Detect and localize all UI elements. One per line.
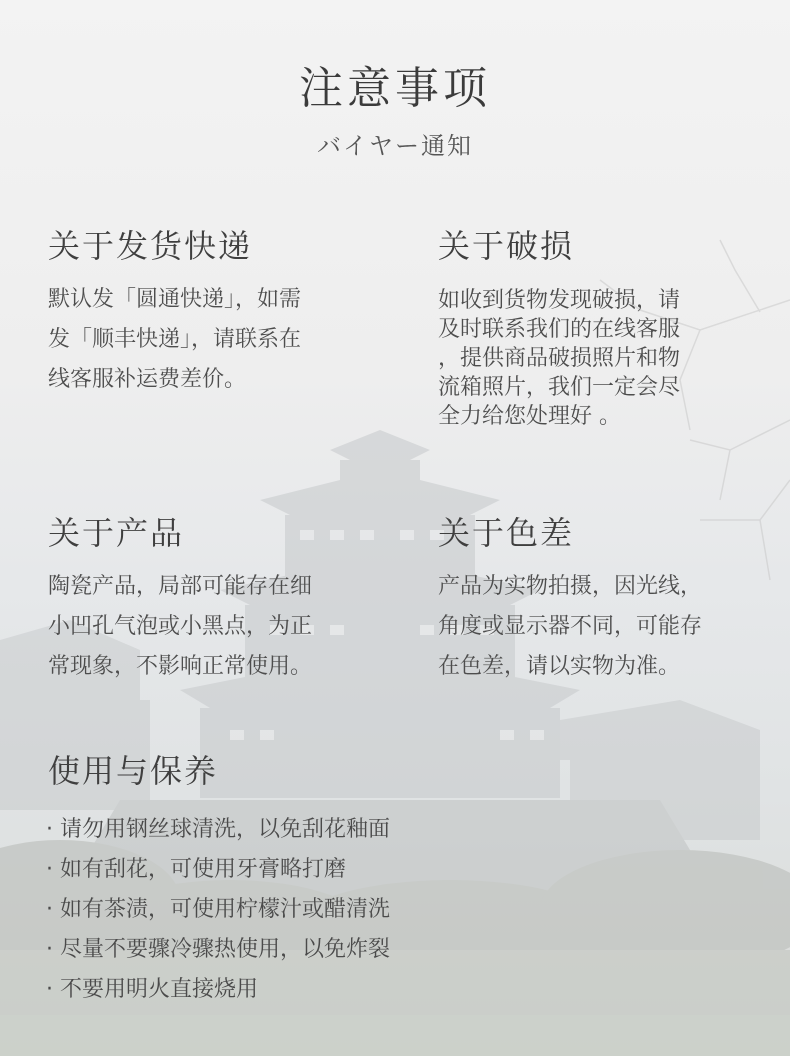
shipping-line: 线客服补运费差价。 bbox=[48, 367, 247, 392]
product-line: 陶瓷产品，局部可能存在细 bbox=[48, 574, 313, 599]
product-heading: 关于产品 bbox=[48, 514, 185, 552]
color-line: 产品为实物拍摄，因光线， bbox=[438, 574, 703, 599]
care-heading: 使用与保养 bbox=[48, 752, 219, 790]
damage-line: 及时联系我们的在线客服 bbox=[438, 317, 681, 342]
shipping-line: 发「顺丰快递」，请联系在 bbox=[48, 327, 302, 352]
care-list bbox=[46, 810, 390, 1010]
color-heading: 关于色差 bbox=[438, 514, 575, 552]
product-line: 小凹孔气泡或小黑点，为正 bbox=[48, 614, 313, 639]
list-item: · 如有茶渍，可使用柠檬汁或醋清洗 bbox=[46, 897, 390, 922]
list-item: · 如有刮花，可使用牙膏略打磨 bbox=[46, 857, 346, 882]
list-item: · 请勿用钢丝球清洗，以免刮花釉面 bbox=[46, 817, 390, 842]
damage-heading: 关于破损 bbox=[438, 227, 575, 265]
damage-line: 流箱照片，我们一定会尽 bbox=[438, 375, 681, 400]
page-subtitle: バイヤー通知 bbox=[317, 132, 473, 160]
product-line: 常现象，不影响正常使用。 bbox=[48, 654, 313, 679]
product-text bbox=[48, 567, 312, 687]
damage-line: 全力给您处理好 。 bbox=[438, 404, 621, 429]
shipping-line: 默认发「圆通快递」，如需 bbox=[48, 287, 302, 312]
list-item: · 不要用明火直接烧用 bbox=[46, 977, 258, 1002]
damage-line: ，提供商品破损照片和物 bbox=[438, 346, 681, 371]
damage-line: 如收到货物发现破损，请 bbox=[438, 288, 681, 313]
shipping-heading: 关于发货快递 bbox=[48, 227, 253, 265]
page-title: 注意事项 bbox=[299, 63, 491, 114]
color-line: 角度或显示器不同，可能存 bbox=[438, 614, 703, 639]
damage-text bbox=[438, 286, 680, 431]
color-line: 在色差，请以实物为准。 bbox=[438, 654, 681, 679]
color-text bbox=[438, 567, 702, 687]
shipping-text bbox=[48, 280, 301, 400]
list-item: · 尽量不要骤冷骤热使用，以免炸裂 bbox=[46, 937, 390, 962]
